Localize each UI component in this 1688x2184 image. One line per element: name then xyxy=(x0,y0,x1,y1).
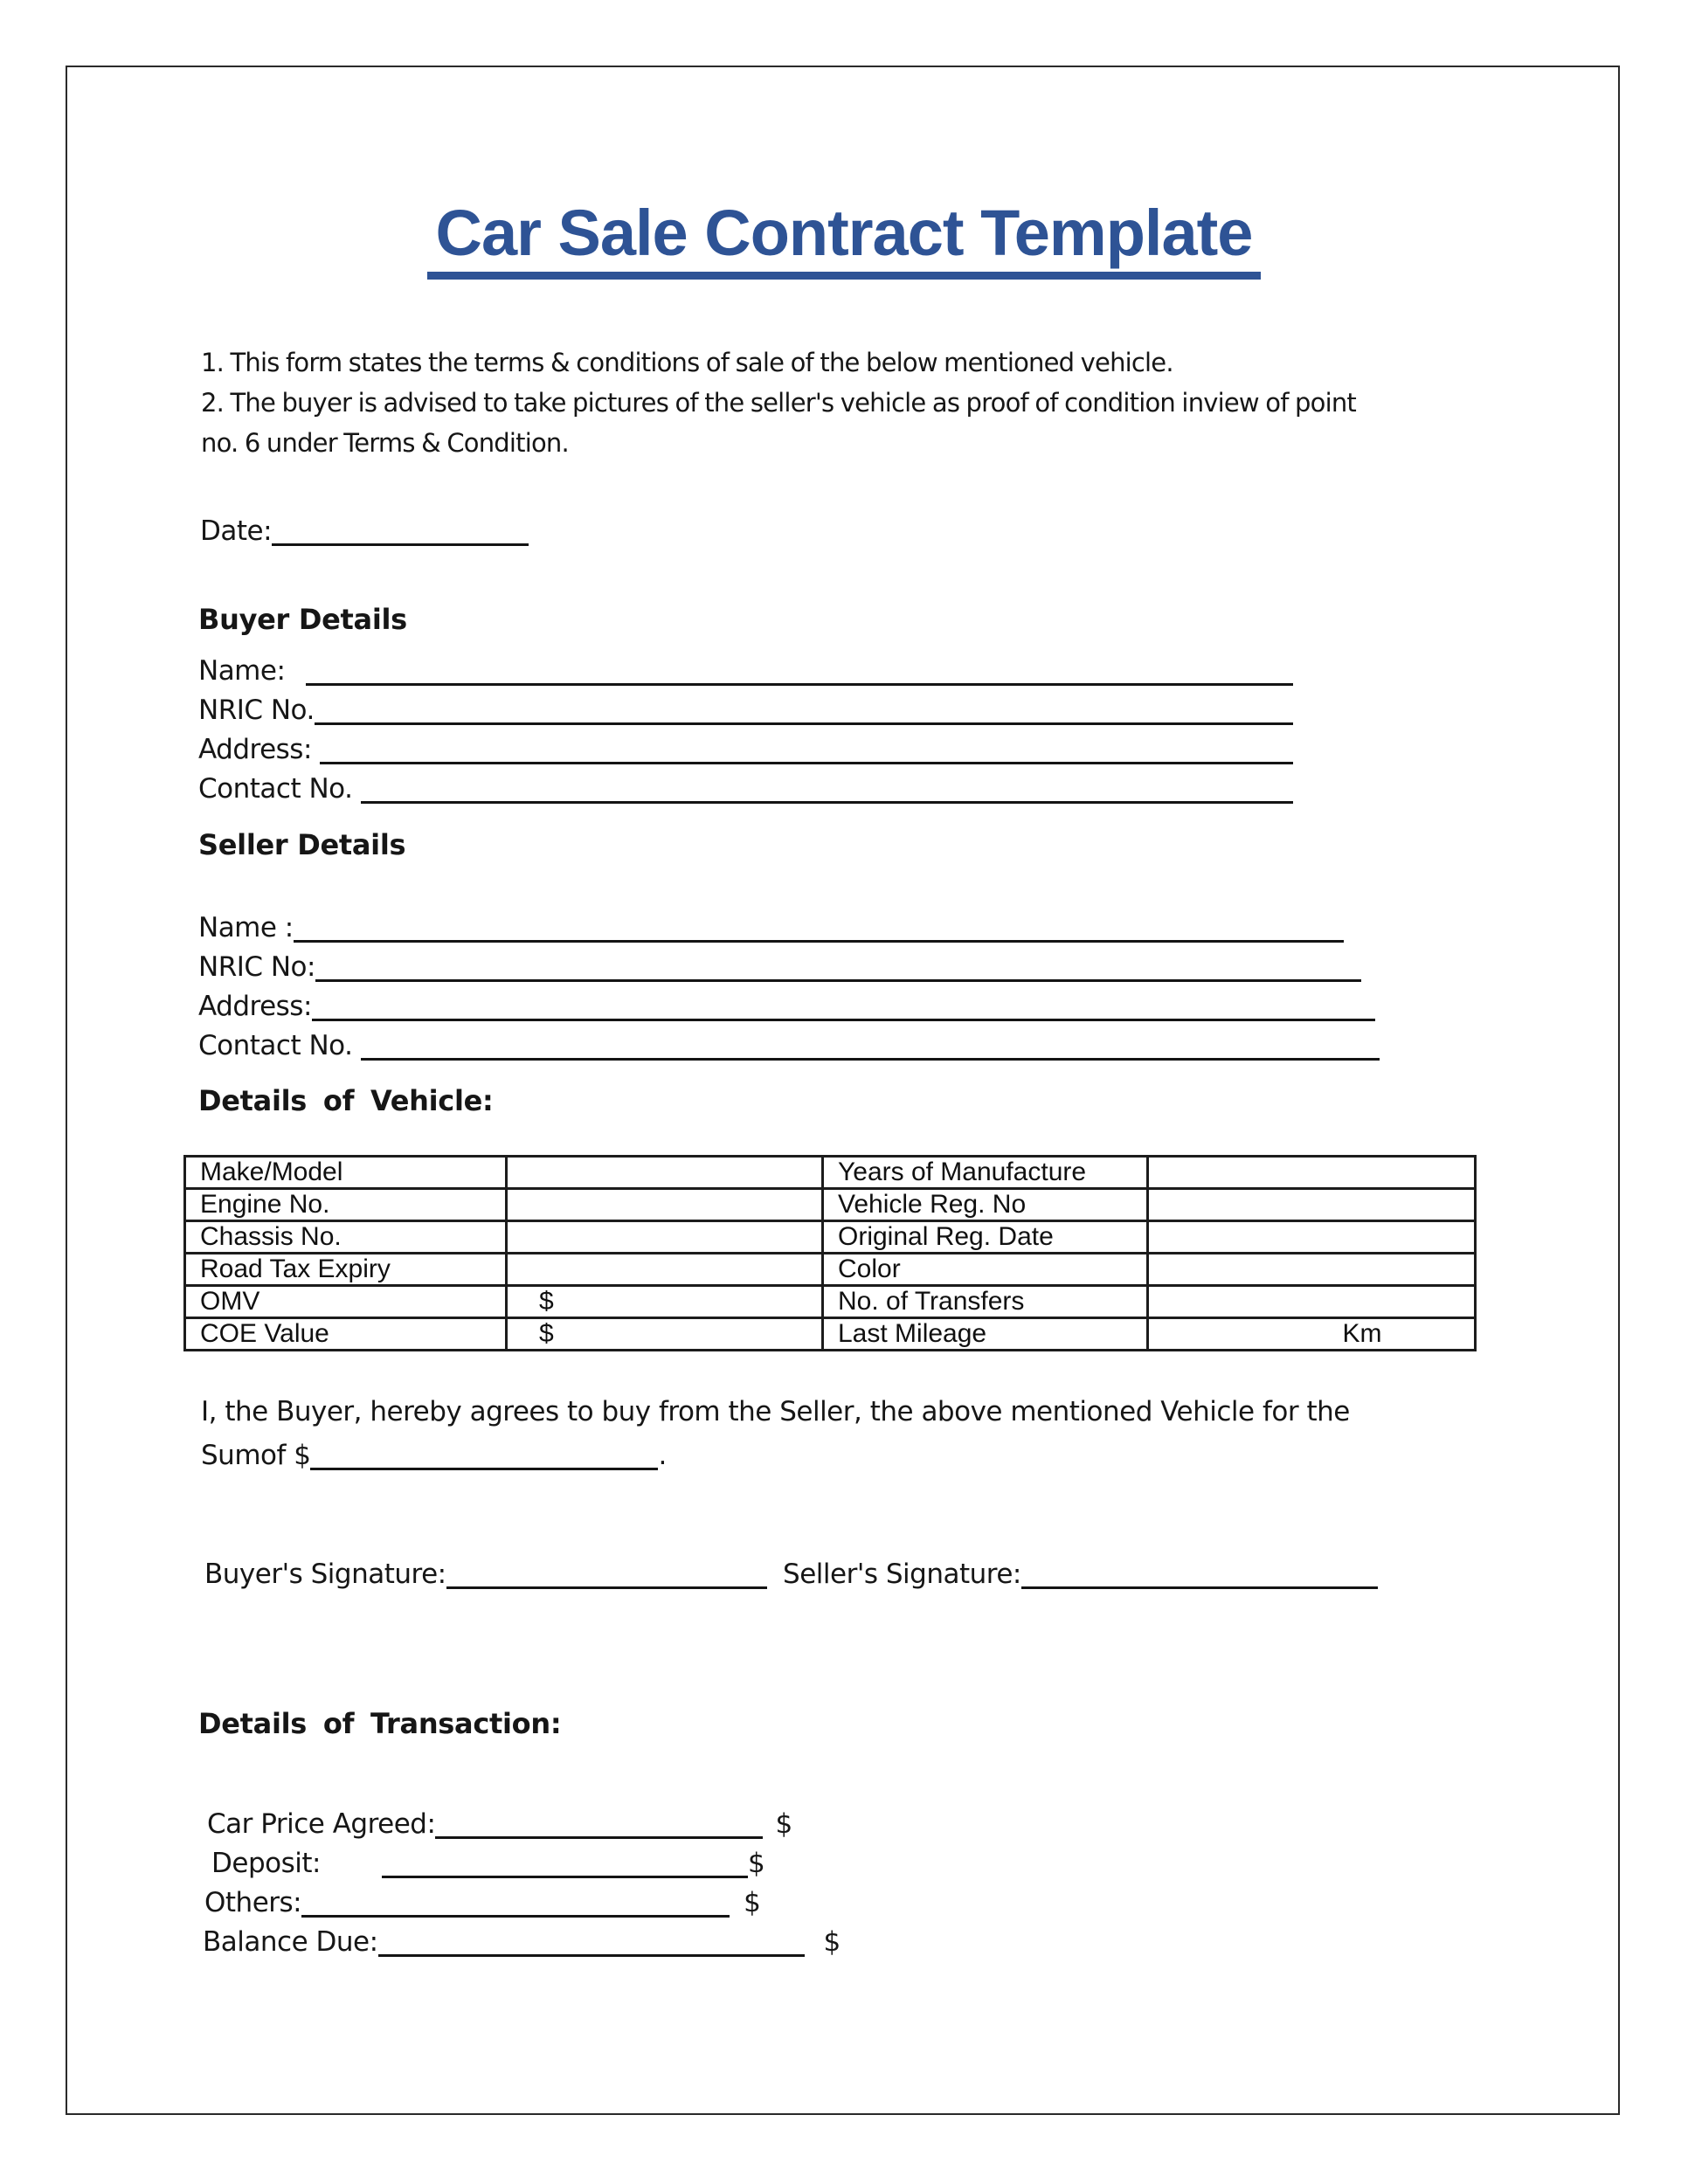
buyer-contact-label: Contact No. xyxy=(198,773,361,805)
seller-signature-label: Seller's Signature: xyxy=(783,1559,1021,1590)
intro-line-2: 2. The buyer is advised to take pictures of the seller's vehicle as proof of condition inview of point xyxy=(201,388,1356,418)
balance-due-blank-line xyxy=(378,1925,805,1957)
buyer-signature-label: Buyer's Signature: xyxy=(204,1559,446,1590)
vehicle-year-value xyxy=(1148,1157,1476,1189)
vehicle-orig-reg-date-value xyxy=(1148,1221,1476,1254)
vehicle-mileage-unit: Km xyxy=(1148,1318,1476,1351)
buyer-nric-label: NRIC No. xyxy=(198,695,315,726)
seller-signature-blank-line xyxy=(1021,1557,1378,1589)
buyer-nric-blank-line xyxy=(315,693,1293,725)
vehicle-coe-label: COE Value xyxy=(185,1318,507,1351)
seller-details-heading: Seller Details xyxy=(198,828,406,861)
vehicle-transfers-label: No. of Transfers xyxy=(823,1286,1148,1318)
seller-contact-label: Contact No. xyxy=(198,1030,361,1061)
buyer-address-blank-line xyxy=(320,732,1293,764)
car-price-currency: $ xyxy=(775,1808,792,1840)
vehicle-road-tax-label: Road Tax Expiry xyxy=(185,1254,507,1286)
vehicle-transfers-value xyxy=(1148,1286,1476,1318)
others-blank-line xyxy=(301,1885,730,1918)
balance-due-currency: $ xyxy=(823,1926,841,1958)
date-label: Date: xyxy=(200,515,273,547)
vehicle-make-model-value xyxy=(507,1157,823,1189)
seller-nric-row xyxy=(198,946,1361,985)
vehicle-road-tax-value xyxy=(507,1254,823,1286)
seller-address-label: Address: xyxy=(198,991,312,1022)
vehicle-omv-label: OMV xyxy=(185,1286,507,1318)
vehicle-chassis-value xyxy=(507,1221,823,1254)
vehicle-engine-label: Engine No. xyxy=(185,1189,507,1221)
deposit-row xyxy=(211,1842,764,1881)
car-price-label: Car Price Agreed: xyxy=(207,1808,436,1840)
sum-blank-line xyxy=(310,1438,658,1470)
balance-due-label: Balance Due: xyxy=(203,1926,378,1958)
agreement-line-1: I, the Buyer, hereby agrees to buy from the Seller, the above mentioned Vehicle for the xyxy=(201,1396,1350,1427)
vehicle-reg-no-value xyxy=(1148,1189,1476,1221)
buyer-contact-row xyxy=(198,768,1293,806)
title-row xyxy=(0,199,1688,280)
vehicle-mileage-label: Last Mileage xyxy=(823,1318,1148,1351)
buyer-signature-blank-line xyxy=(446,1557,767,1589)
buyer-name-blank-line xyxy=(306,653,1293,686)
table-row xyxy=(185,1318,1476,1351)
vehicle-engine-value xyxy=(507,1189,823,1221)
buyer-name-label: Name: xyxy=(198,655,294,687)
table-row xyxy=(185,1157,1476,1189)
vehicle-orig-reg-date-label: Original Reg. Date xyxy=(823,1221,1148,1254)
seller-name-label: Name : xyxy=(198,912,294,943)
agreement-sum-row xyxy=(201,1434,667,1473)
buyer-name-row xyxy=(198,650,1293,688)
vehicle-details-table xyxy=(183,1155,1477,1351)
vehicle-reg-no-label: Vehicle Reg. No xyxy=(823,1189,1148,1221)
agreement-sum-period: . xyxy=(658,1440,667,1471)
vehicle-color-label: Color xyxy=(823,1254,1148,1286)
vehicle-details-heading: Details of Vehicle: xyxy=(198,1084,494,1117)
seller-name-row xyxy=(198,907,1344,945)
table-row xyxy=(185,1286,1476,1318)
vehicle-color-value xyxy=(1148,1254,1476,1286)
car-price-blank-line xyxy=(435,1807,763,1839)
date-blank-line xyxy=(272,514,529,546)
seller-address-row xyxy=(198,985,1375,1024)
agreement-sum-prefix: Sumof $ xyxy=(201,1440,311,1471)
vehicle-make-model-label: Make/Model xyxy=(185,1157,507,1189)
others-currency: $ xyxy=(744,1887,761,1918)
table-row xyxy=(185,1254,1476,1286)
deposit-blank-line xyxy=(382,1846,748,1878)
buyer-details-heading: Buyer Details xyxy=(198,603,407,636)
balance-due-row xyxy=(203,1921,841,1959)
vehicle-year-label: Years of Manufacture xyxy=(823,1157,1148,1189)
seller-address-blank-line xyxy=(312,989,1375,1021)
others-row xyxy=(204,1882,760,1920)
others-label: Others: xyxy=(204,1887,302,1918)
table-row xyxy=(185,1189,1476,1221)
seller-nric-label: NRIC No: xyxy=(198,951,315,983)
buyer-contact-blank-line xyxy=(361,771,1293,804)
intro-line-1: 1. This form states the terms & conditions of sale of the below mentioned vehicle. xyxy=(201,348,1173,377)
intro-line-3: no. 6 under Terms & Condition. xyxy=(201,428,569,458)
deposit-label: Deposit: xyxy=(211,1848,321,1879)
intro-notes xyxy=(201,342,1356,463)
page-title: Car Sale Contract Template xyxy=(427,199,1262,280)
deposit-currency: $ xyxy=(747,1848,765,1879)
buyer-address-label: Address: xyxy=(198,734,321,765)
buyer-nric-row xyxy=(198,689,1293,728)
seller-nric-blank-line xyxy=(315,950,1361,982)
seller-contact-row xyxy=(198,1025,1380,1063)
transaction-details-heading: Details of Transaction: xyxy=(198,1707,562,1740)
seller-name-blank-line xyxy=(294,910,1344,943)
vehicle-omv-currency: $ xyxy=(507,1286,823,1318)
vehicle-chassis-label: Chassis No. xyxy=(185,1221,507,1254)
vehicle-coe-currency: $ xyxy=(507,1318,823,1351)
table-row xyxy=(185,1221,1476,1254)
date-row xyxy=(200,510,529,549)
seller-contact-blank-line xyxy=(361,1028,1380,1061)
buyer-address-row xyxy=(198,729,1293,767)
car-price-row xyxy=(207,1803,792,1842)
signatures-row xyxy=(204,1553,1378,1592)
